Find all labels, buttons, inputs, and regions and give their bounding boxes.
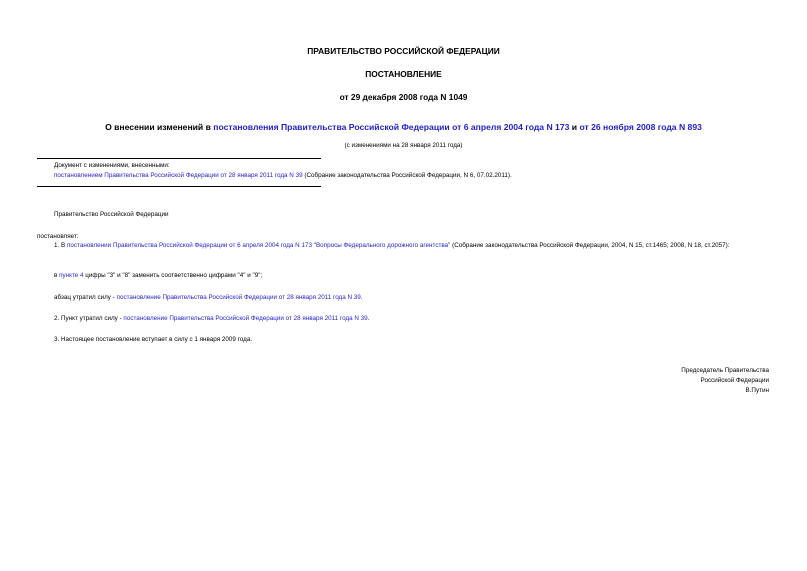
item-1c-prefix: абзац утратил силу -	[54, 294, 117, 301]
item-1b-suffix: цифры "3" и "8" заменить соответственно цифрами "4" и "9";	[83, 272, 263, 279]
amendments-source-text: (Собрание законодательства Российской Федерации, N 6, 07.02.2011).	[302, 172, 512, 179]
title-link-resolution-173[interactable]: постановления Правительства Российской Федерации от 6 апреля 2004 года N 173	[213, 122, 570, 132]
title-link-resolution-893[interactable]: от 26 ноября 2008 года N 893	[579, 122, 702, 132]
amendments-label: Документ с изменениями, внесенными:	[54, 162, 170, 169]
issuer-heading: ПРАВИТЕЛЬСТВО РОССИЙСКОЙ ФЕДЕРАЦИИ	[307, 46, 500, 56]
item-1c-suffix: .	[360, 294, 363, 301]
item-2-suffix: .	[367, 315, 370, 322]
decides-line: постановляет:	[37, 233, 79, 240]
signature-name: В.Путин	[745, 387, 769, 394]
document-title	[0, 122, 807, 132]
item-2-prefix: 2. Пункт утратил силу -	[54, 315, 124, 322]
item-1b-prefix: в	[54, 272, 60, 279]
item-1-prefix: 1. В	[54, 242, 67, 249]
item-1-subparagraph-b	[54, 293, 363, 302]
item-1-subparagraph-a	[54, 271, 262, 280]
title-prefix: О внесении изменений в	[105, 122, 214, 132]
amendments-divider-bottom	[37, 186, 321, 187]
item-1c-link[interactable]: постановление Правительства Российской Федерации от 28 января 2011 года N 39	[116, 294, 361, 301]
item-1	[37, 241, 772, 251]
signature-title: Председатель Правительства	[681, 367, 769, 374]
changes-note: (с изменениями на 28 января 2011 года)	[344, 142, 463, 149]
item-3: 3. Настоящее постановление вступает в силу с 1 января 2009 года.	[54, 336, 253, 343]
item-1-suffix: (Собрание законодательства Российской Федерации, 2004, N 15, ст.1465; 2008, N 18, ст.2057):	[450, 242, 730, 249]
government-line: Правительство Российской Федерации	[54, 211, 169, 218]
item-1b-link-paragraph-4[interactable]: пункте 4	[59, 272, 84, 279]
document-date-number: от 29 декабря 2008 года N 1049	[339, 92, 468, 102]
amendments-source	[54, 171, 512, 180]
item-1-link[interactable]: постановлении Правительства Российской Федерации от 6 апреля 2004 года N 173 "Вопросы Федерального дорожного агентства"	[66, 242, 451, 249]
item-2-link[interactable]: постановление Правительства Российской Федерации от 28 января 2011 года N 39	[123, 315, 368, 322]
document-type-heading: ПОСТАНОВЛЕНИЕ	[365, 69, 442, 79]
title-middle: и	[569, 122, 580, 132]
signature-title-cont: Российской Федерации	[700, 377, 769, 384]
item-2	[54, 314, 369, 323]
amendments-divider-top	[37, 158, 321, 159]
amendment-link-resolution-39[interactable]: постановлением Правительства Российской Федерации от 28 января 2011 года N 39	[54, 172, 303, 179]
